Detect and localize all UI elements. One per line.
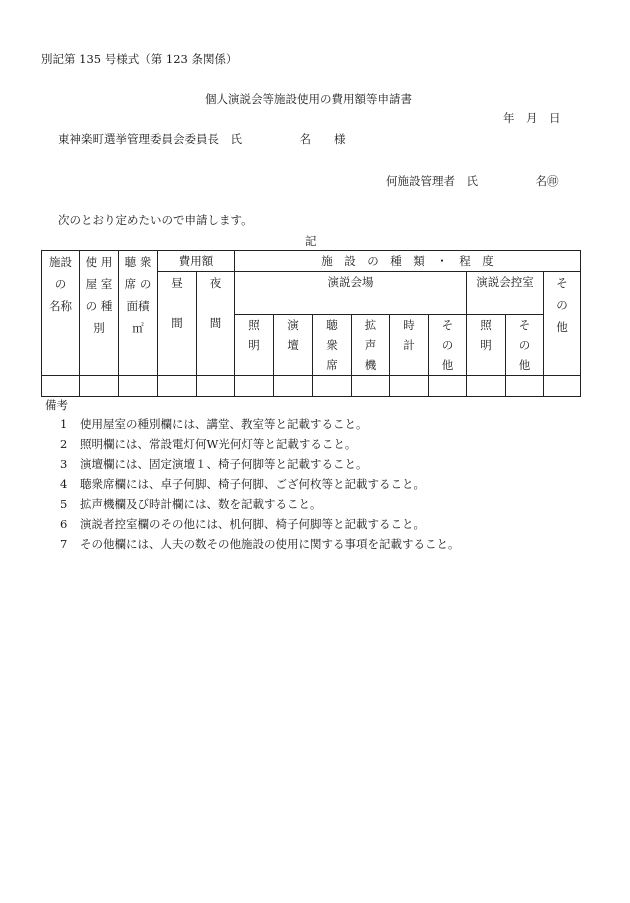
hall-col-seats: 聴 衆 席 xyxy=(313,315,352,376)
list-item: 1 使用屋室の種別欄には、講堂、教室等と記載すること。 xyxy=(60,417,368,431)
list-item: 7 その他欄には、人夫の数その他施設の使用に関する事項を記載すること。 xyxy=(60,537,460,551)
list-item: 4 聴衆席欄には、卓子何脚、椅子何脚、ござ何枚等と記載すること。 xyxy=(60,477,425,491)
list-item: 3 演壇欄には、固定演壇１、椅子何脚等と記載すること。 xyxy=(60,457,368,471)
col-night: 夜 間 xyxy=(197,272,235,376)
hall-col-other: そ の 他 xyxy=(429,315,467,376)
entry-cell[interactable] xyxy=(506,376,544,397)
hall-col-loudspeaker: 拡 声 機 xyxy=(352,315,390,376)
list-item: 5 拡声機欄及び時計欄には、数を記載すること。 xyxy=(60,497,322,511)
entry-cell[interactable] xyxy=(313,376,352,397)
cost-header: 費用額 xyxy=(158,251,235,272)
entry-cell[interactable] xyxy=(119,376,158,397)
entry-cell[interactable] xyxy=(544,376,581,397)
list-item: 6 演説者控室欄のその他には、机何脚、椅子何脚等と記載すること。 xyxy=(60,517,425,531)
waiting-col-other: そ の 他 xyxy=(506,315,544,376)
facility-header: 施 設 の 種 類 ・ 程 度 xyxy=(235,251,581,272)
entry-cell[interactable] xyxy=(467,376,506,397)
entry-cell[interactable] xyxy=(197,376,235,397)
col-other: そ の 他 xyxy=(544,272,581,376)
date-line: 年 月 日 xyxy=(503,111,561,125)
entry-cell[interactable] xyxy=(42,376,80,397)
form-label: 別記第 135 号様式（第 123 条関係） xyxy=(41,52,238,66)
facility-table xyxy=(41,250,581,397)
entry-cell[interactable] xyxy=(274,376,313,397)
ki-heading: 記 xyxy=(305,234,317,248)
entry-cell[interactable] xyxy=(390,376,429,397)
addressee: 東神楽町選挙管理委員会委員長 氏 名 様 xyxy=(58,132,346,146)
entry-cell[interactable] xyxy=(158,376,197,397)
col-room-type: 使 用 屋 室 の 種 別 xyxy=(80,251,119,376)
hall-col-lighting: 照 明 xyxy=(235,315,274,376)
hall-header: 演説会場 xyxy=(235,272,467,315)
document-title: 個人演説会等施設使用の費用額等申請書 xyxy=(205,92,412,106)
entry-cell[interactable] xyxy=(235,376,274,397)
waiting-room-header: 演説会控室 xyxy=(467,272,544,315)
applicant-line: 何施設管理者 氏 名㊞ xyxy=(386,174,559,188)
hall-col-clock: 時 計 xyxy=(390,315,429,376)
list-item: 2 照明欄には、常設電灯何W光何灯等と記載すること。 xyxy=(60,437,357,451)
hall-col-podium: 演 壇 xyxy=(274,315,313,376)
notes-list xyxy=(60,416,460,556)
col-seat-area: 聴 衆 席 の 面積 ㎡ xyxy=(119,251,158,376)
entry-cell[interactable] xyxy=(352,376,390,397)
col-facility-name: 施設 の 名称 xyxy=(42,251,80,376)
intro-text: 次のとおり定めたいので申請します。 xyxy=(58,213,253,227)
waiting-col-lighting: 照 明 xyxy=(467,315,506,376)
col-day: 昼 間 xyxy=(158,272,197,376)
entry-cell[interactable] xyxy=(429,376,467,397)
notes-title: 備考 xyxy=(45,398,68,412)
table-entry-row xyxy=(42,376,581,397)
entry-cell[interactable] xyxy=(80,376,119,397)
